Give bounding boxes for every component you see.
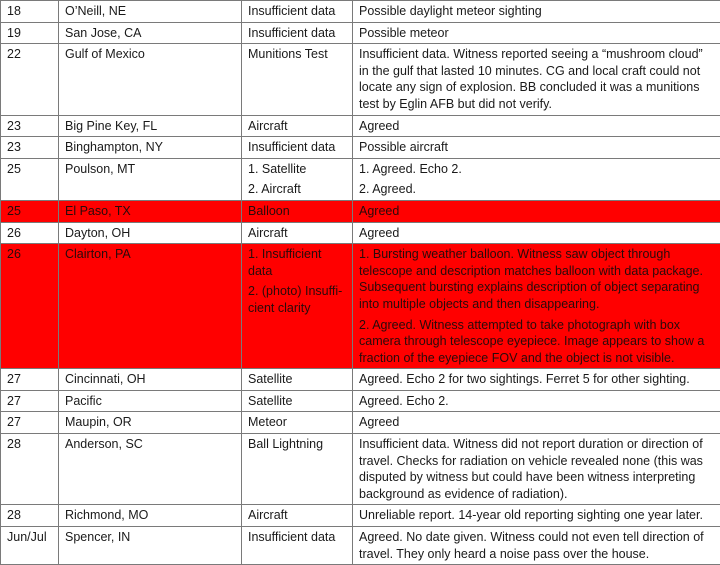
conclusion-cell — [353, 369, 720, 391]
location-cell: El Paso, TX — [59, 200, 242, 222]
conclusion-text: 2. Agreed. — [359, 181, 714, 198]
conclusion-cell — [353, 1, 720, 23]
day-cell: 26 — [1, 244, 59, 369]
explanation-cell — [242, 1, 353, 23]
explanation-text: 1. Satellite — [248, 161, 346, 178]
table-row-highlighted — [1, 200, 720, 222]
conclusion-text: Possible meteor — [359, 25, 714, 42]
location-cell: Clairton, PA — [59, 244, 242, 369]
day-cell: 27 — [1, 412, 59, 434]
table-row — [1, 222, 720, 244]
table-row-highlighted — [1, 244, 720, 369]
day-cell: 23 — [1, 137, 59, 159]
conclusion-cell — [353, 434, 720, 505]
table-row — [1, 158, 720, 200]
day-cell: 28 — [1, 434, 59, 505]
table-row — [1, 390, 720, 412]
location-cell: Gulf of Mexico — [59, 44, 242, 115]
table-row — [1, 44, 720, 115]
day-cell: 28 — [1, 505, 59, 527]
day-cell: 23 — [1, 115, 59, 137]
location-cell: Binghampton, NY — [59, 137, 242, 159]
explanation-text: Insufficient data — [248, 529, 346, 546]
conclusion-cell — [353, 137, 720, 159]
explanation-text: Meteor — [248, 414, 346, 431]
explanation-text: Insufficient data — [248, 25, 346, 42]
table-row — [1, 22, 720, 44]
location-cell: Maupin, OR — [59, 412, 242, 434]
location-cell: Anderson, SC — [59, 434, 242, 505]
table-row — [1, 115, 720, 137]
conclusion-text: 1. Bursting weather balloon. Witness saw object through telescope and description matches balloon with data package. Subsequent bursting explains description of object separating into multiple objects and then disappearing. — [359, 246, 714, 312]
explanation-text: Aircraft — [248, 507, 346, 524]
conclusion-text: Unreliable report. 14-year old reporting sighting one year later. — [359, 507, 714, 524]
table-row — [1, 369, 720, 391]
explanation-text: Insufficient data — [248, 139, 346, 156]
location-cell: San Jose, CA — [59, 22, 242, 44]
conclusion-text: Possible daylight meteor sighting — [359, 3, 714, 20]
conclusion-text: Agreed — [359, 203, 714, 220]
day-cell: 26 — [1, 222, 59, 244]
table-row — [1, 412, 720, 434]
location-cell: O’Neill, NE — [59, 1, 242, 23]
explanation-cell — [242, 158, 353, 200]
conclusion-cell — [353, 44, 720, 115]
explanation-text: Insufficient data — [248, 3, 346, 20]
conclusion-text: Insufficient data. Witness reported seeing a “mushroom cloud” in the gulf that lasted 10 minutes. CG and local craft could not locate any sign of explosion. BB concluded it was a munitions test by Eglin AFB but did not verify. — [359, 46, 714, 112]
location-cell: Richmond, MO — [59, 505, 242, 527]
explanation-cell — [242, 369, 353, 391]
explanation-text: 1. Insufficient data — [248, 246, 346, 279]
explanation-text: 2. (photo) Insuffi-cient clarity — [248, 283, 346, 316]
explanation-text: Aircraft — [248, 225, 346, 242]
explanation-text: 2. Aircraft — [248, 181, 346, 198]
explanation-text: Satellite — [248, 371, 346, 388]
location-cell: Cincinnati, OH — [59, 369, 242, 391]
explanation-cell — [242, 434, 353, 505]
explanation-cell — [242, 244, 353, 369]
location-cell: Pacific — [59, 390, 242, 412]
conclusion-cell — [353, 158, 720, 200]
explanation-cell — [242, 390, 353, 412]
conclusion-cell — [353, 222, 720, 244]
day-cell: 27 — [1, 369, 59, 391]
conclusion-text: Agreed — [359, 414, 714, 431]
explanation-cell — [242, 527, 353, 565]
location-cell: Dayton, OH — [59, 222, 242, 244]
day-cell: 18 — [1, 1, 59, 23]
day-cell: 19 — [1, 22, 59, 44]
day-cell: 25 — [1, 158, 59, 200]
explanation-cell — [242, 22, 353, 44]
location-cell: Spencer, IN — [59, 527, 242, 565]
explanation-text: Ball Lightning — [248, 436, 346, 453]
conclusion-text: 1. Agreed. Echo 2. — [359, 161, 714, 178]
explanation-text: Aircraft — [248, 118, 346, 135]
explanation-cell — [242, 200, 353, 222]
conclusion-cell — [353, 22, 720, 44]
sightings-table-body — [1, 1, 720, 565]
day-cell: 22 — [1, 44, 59, 115]
conclusion-cell — [353, 412, 720, 434]
table-row — [1, 434, 720, 505]
conclusion-text: Possible aircraft — [359, 139, 714, 156]
conclusion-cell — [353, 390, 720, 412]
day-cell: 25 — [1, 200, 59, 222]
location-cell: Poulson, MT — [59, 158, 242, 200]
table-row — [1, 527, 720, 565]
location-cell: Big Pine Key, FL — [59, 115, 242, 137]
conclusion-text: Agreed. Echo 2. — [359, 393, 714, 410]
conclusion-text: 2. Agreed. Witness attempted to take photograph with box camera through telescope eyepiece. Image appears to show a fraction of the eyepiece FOV and the object is not visible. — [359, 317, 714, 367]
conclusion-cell — [353, 527, 720, 565]
conclusion-cell — [353, 505, 720, 527]
conclusion-text: Agreed. Echo 2 for two sightings. Ferret 5 for other sighting. — [359, 371, 714, 388]
conclusion-cell — [353, 200, 720, 222]
table-row — [1, 505, 720, 527]
explanation-cell — [242, 412, 353, 434]
explanation-cell — [242, 222, 353, 244]
explanation-text: Munitions Test — [248, 46, 346, 63]
table-row — [1, 1, 720, 23]
explanation-cell — [242, 137, 353, 159]
conclusion-cell — [353, 115, 720, 137]
explanation-cell — [242, 115, 353, 137]
conclusion-cell — [353, 244, 720, 369]
explanation-cell — [242, 44, 353, 115]
day-cell: 27 — [1, 390, 59, 412]
day-cell: Jun/Jul — [1, 527, 59, 565]
conclusion-text: Agreed — [359, 118, 714, 135]
explanation-cell — [242, 505, 353, 527]
conclusion-text: Insufficient data. Witness did not report duration or direction of travel. Checks for radiation on vehicle revealed none (this was disputed by witness but could have been witness interpreting background as evidence of radiation). — [359, 436, 714, 502]
table-row — [1, 137, 720, 159]
explanation-text: Balloon — [248, 203, 346, 220]
conclusion-text: Agreed — [359, 225, 714, 242]
explanation-text: Satellite — [248, 393, 346, 410]
conclusion-text: Agreed. No date given. Witness could not even tell direction of travel. They only heard a noise pass over the house. — [359, 529, 714, 562]
